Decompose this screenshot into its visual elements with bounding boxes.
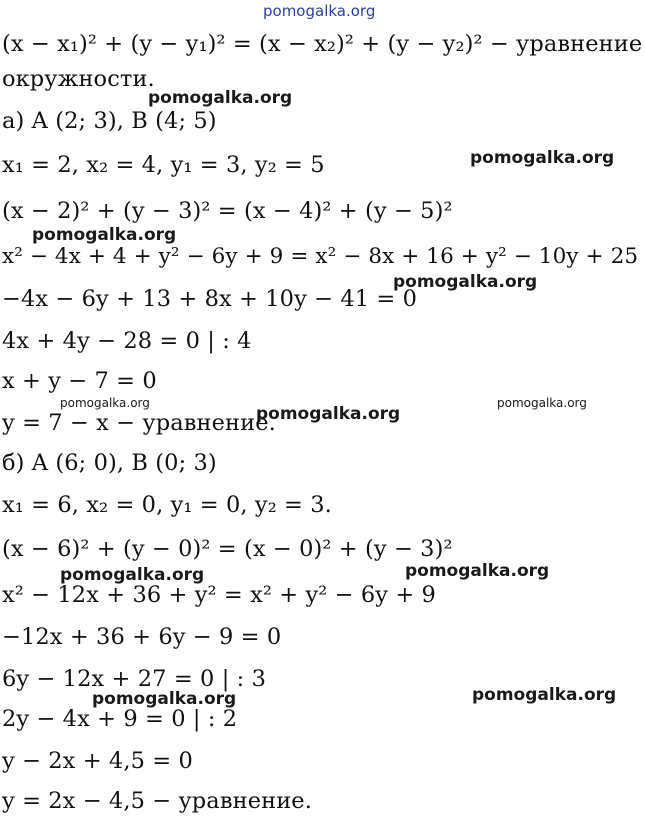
part-b-eq-3: −12x + 36 + 6y − 9 = 0 [2, 624, 282, 650]
part-a-eq-4: 4x + 4y − 28 = 0 | : 4 [2, 328, 252, 354]
part-b-eq-6: y − 2x + 4,5 = 0 [2, 748, 193, 774]
watermark: pomogalka.org [92, 689, 237, 709]
equation-line-1: (x − x₁)² + (y − y₁)² = (x − x₂)² + (y − y₂)² − уравнение [2, 31, 643, 57]
watermark: pomogalka.org [60, 396, 150, 410]
watermark: pomogalka.org [405, 561, 550, 581]
part-a-eq-1: (x − 2)² + (y − 3)² = (x − 4)² + (y − 5)² [2, 198, 453, 224]
watermark: pomogalka.org [497, 396, 587, 410]
text-line-2: окружности. [2, 66, 155, 92]
watermark: pomogalka.org [60, 565, 205, 585]
part-b-eq-5: 2y − 4x + 9 = 0 | : 2 [2, 706, 238, 732]
watermark: pomogalka.org [393, 272, 538, 292]
part-b-eq-4: 6y − 12x + 27 = 0 | : 3 [2, 666, 266, 692]
part-a-eq-3: −4x − 6y + 13 + 8x + 10y − 41 = 0 [2, 286, 418, 312]
part-b-result: y = 2x − 4,5 − уравнение. [2, 788, 312, 814]
part-b-eq-1: (x − 6)² + (y − 0)² = (x − 0)² + (y − 3)² [2, 536, 453, 562]
part-b-eq-2: x² − 12x + 36 + y² = x² + y² − 6y + 9 [2, 582, 436, 608]
part-b-points: б) A (6; 0), B (0; 3) [2, 450, 217, 476]
watermark: pomogalka.org [148, 88, 293, 108]
part-a-eq-2: x² − 4x + 4 + y² − 6y + 9 = x² − 8x + 16 + y² − 10y + 25 [2, 244, 639, 269]
part-a-result: y = 7 − x − уравнение. [2, 410, 276, 436]
watermark: pomogalka.org [472, 685, 617, 705]
watermark: pomogalka.org [256, 404, 401, 424]
watermark: pomogalka.org [470, 148, 615, 168]
part-a-eq-5: x + y − 7 = 0 [2, 368, 157, 394]
watermark: pomogalka.org [32, 225, 177, 245]
part-a-points: а) A (2; 3), B (4; 5) [2, 108, 217, 134]
watermark: pomogalka.org [263, 2, 376, 20]
part-a-coords: x₁ = 2, x₂ = 4, y₁ = 3, y₂ = 5 [2, 152, 325, 178]
part-b-coords: x₁ = 6, x₂ = 0, y₁ = 0, y₂ = 3. [2, 492, 332, 518]
